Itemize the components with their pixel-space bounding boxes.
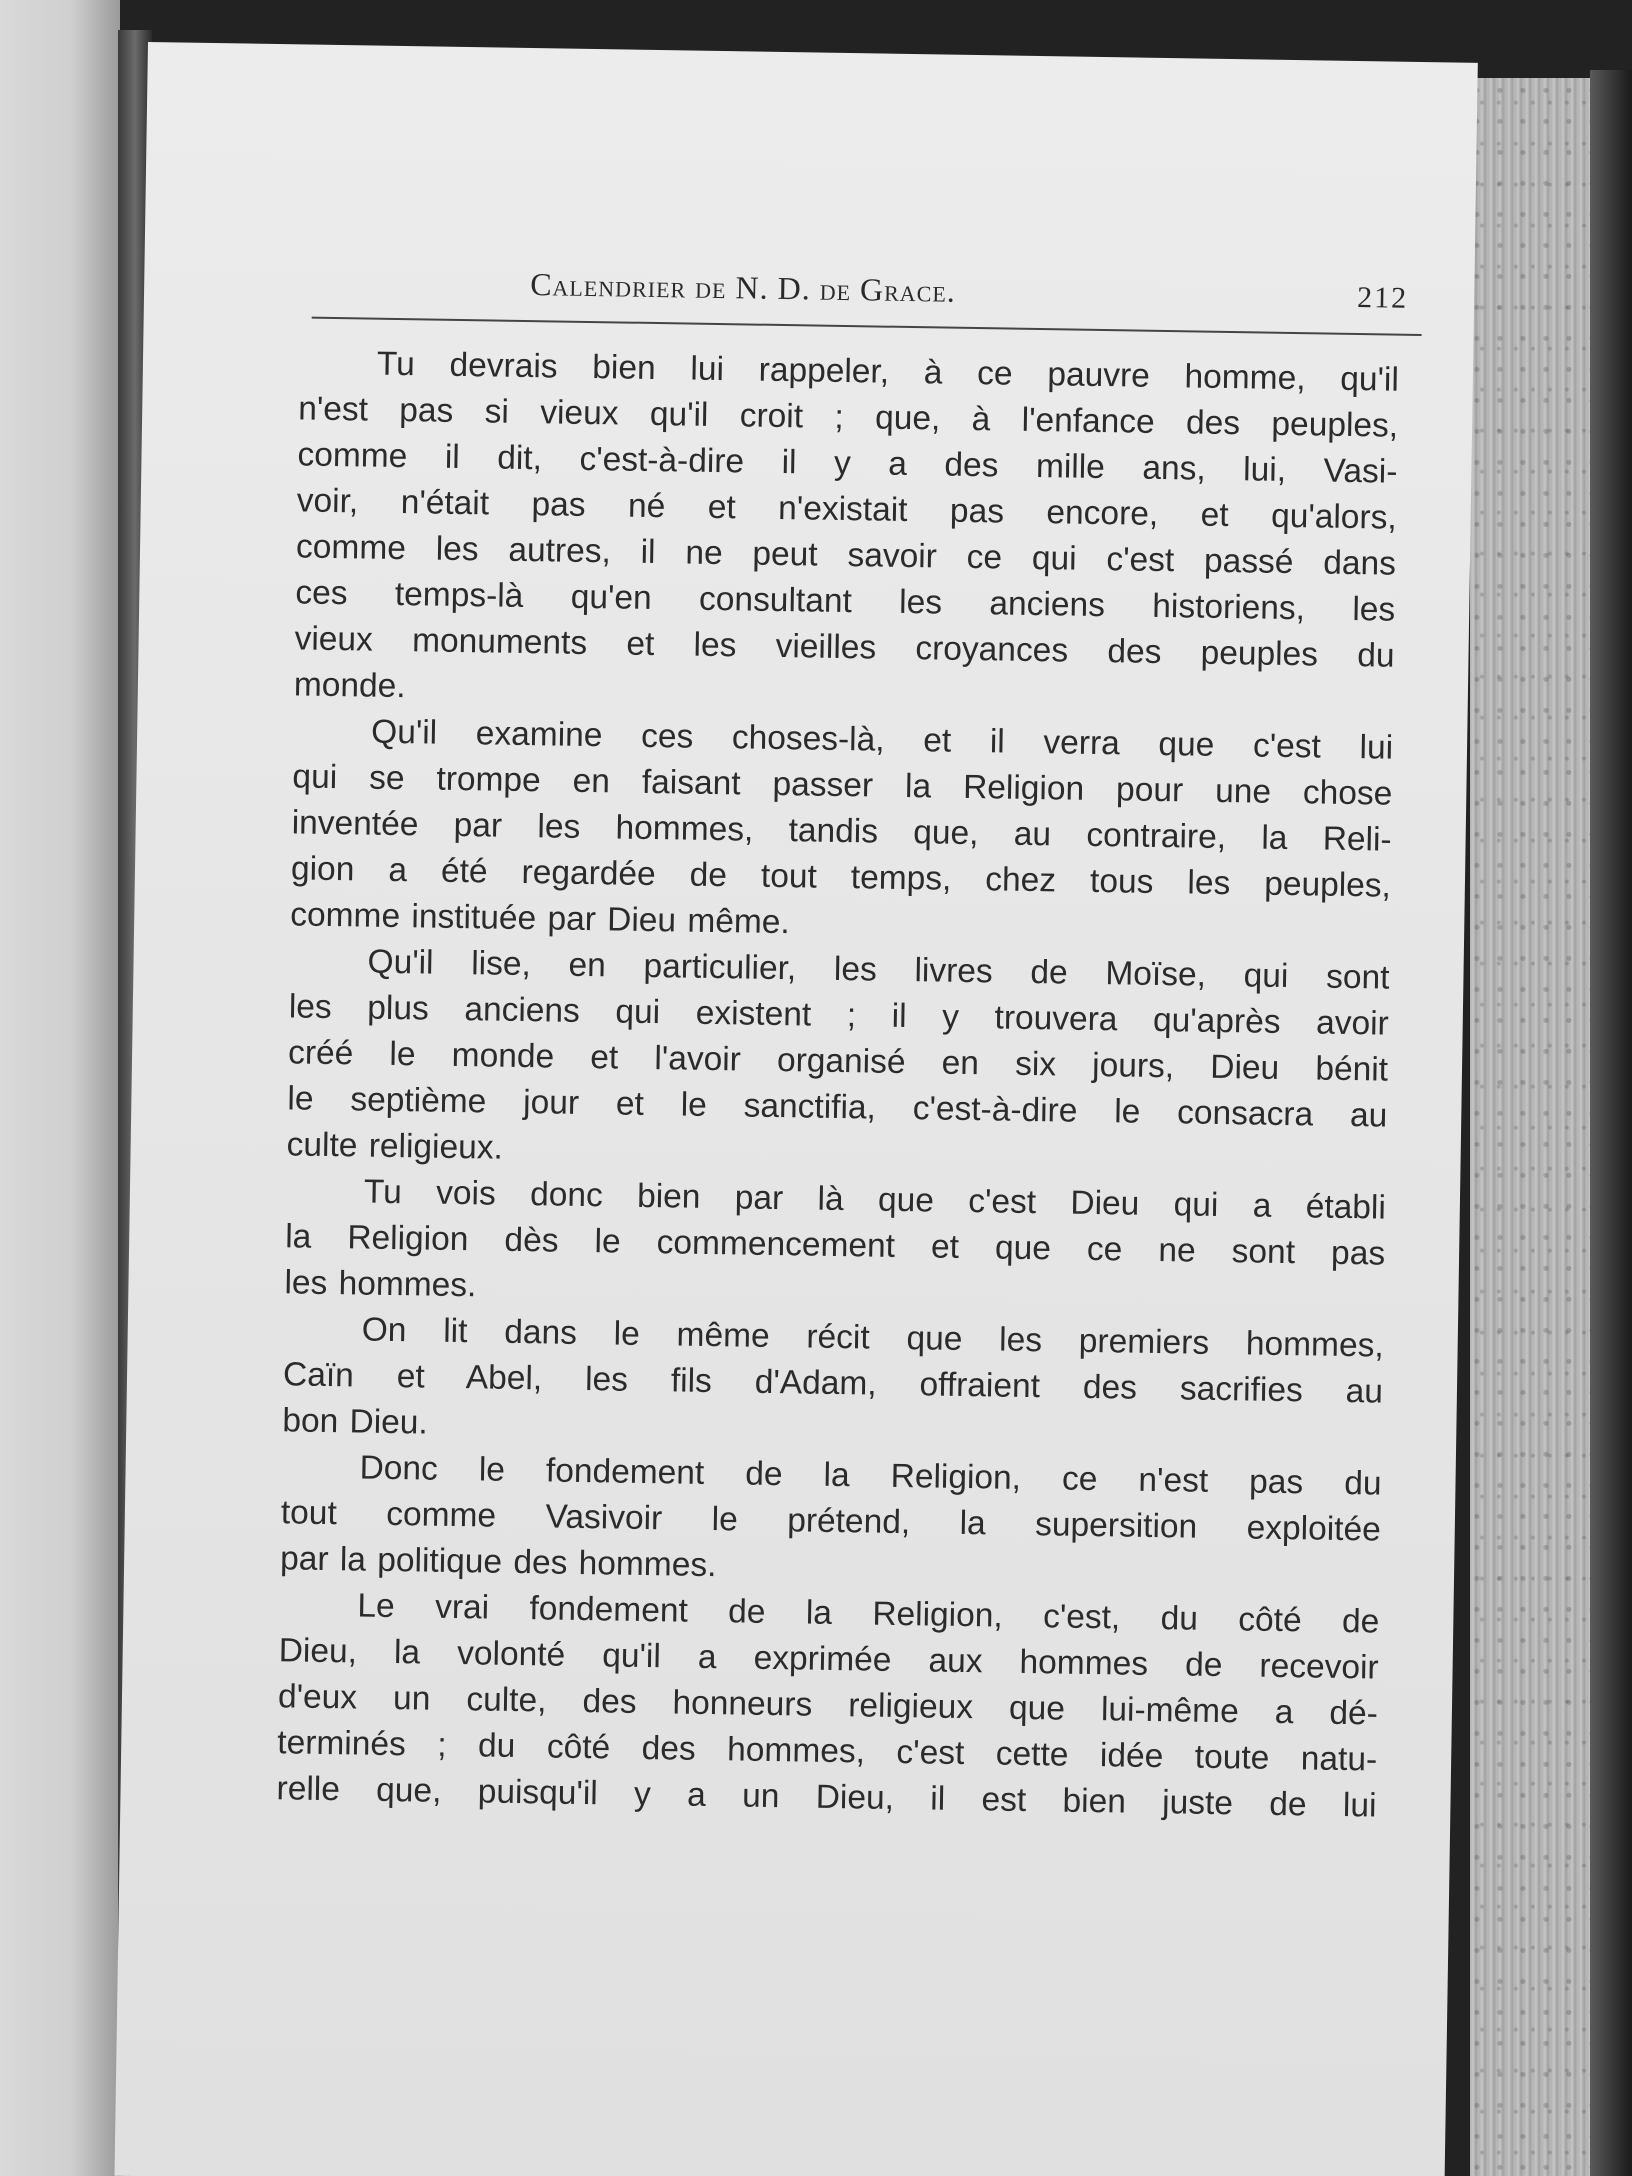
running-header (312, 245, 1423, 326)
text-line: d'eux un culte, des honneurs religieux que lui-même a dé- (277, 1678, 1379, 1733)
text-line: Tu devrais bien lui rappeler, à ce pauvre homme, qu'il (376, 345, 1400, 399)
text-line: Dieu, la volonté qu'il a exprimée aux hommes de recevoir (278, 1632, 1379, 1687)
text-line: n'est pas si vieux qu'il croit ; que, à l'enfance des peuples, (297, 390, 1399, 445)
text-line: culte religieux. (286, 1126, 504, 1167)
text-line: la Religion dès le commencement et que ce ne sont pas (284, 1218, 1386, 1273)
text-line: monde. (293, 666, 406, 706)
paragraph (282, 1306, 1384, 1461)
page-number: 212 (1356, 281, 1409, 315)
text-line: comme il dit, c'est-à-dire il y a des mille ans, lui, Vasi- (297, 436, 1398, 491)
text-line: tout comme Vasivoir le prétend, la supersition exploitée (280, 1494, 1382, 1549)
previous-page-sliver (0, 0, 120, 2176)
text-line: comme les autres, il ne peut savoir ce qui c'est passé dans (295, 528, 1397, 583)
text-line: gion a été regardée de tout temps, chez tous les peuples, (290, 850, 1392, 905)
header-rule (312, 317, 1422, 336)
text-line: On lit dans le même récit que les premiers hommes, (361, 1311, 1384, 1365)
text-line: par la politique des hommes. (279, 1540, 717, 1585)
text-line: voir, n'était pas né et n'existait pas encore, et qu'alors, (296, 482, 1397, 537)
paragraph (290, 708, 1393, 955)
text-line: les plus anciens qui existent ; il y trouvera qu'après avoir (288, 988, 1390, 1043)
page-edges (1470, 78, 1600, 2176)
text-line: Le vrai fondement de la Religion, c'est, du côté de (357, 1587, 1380, 1641)
paragraph (276, 1582, 1379, 1829)
body-text (276, 340, 1399, 1829)
text-line: terminés ; du côté des hommes, c'est cette idée toute natu- (277, 1724, 1378, 1779)
text-line: Qu'il lise, en particulier, les livres de Moïse, qui sont (367, 943, 1390, 997)
text-line: Donc le fondement de la Religion, ce n'est pas du (359, 1449, 1382, 1503)
text-line: ces temps-là qu'en consultant les anciens historiens, les (295, 574, 1396, 629)
running-header-title: Calendrier de N. D. de Grace. (529, 266, 957, 309)
paragraph (284, 1168, 1386, 1323)
paragraph (286, 938, 1389, 1185)
paragraph (294, 340, 1400, 725)
text-line: inventée par les hommes, tandis que, au contraire, la Reli- (291, 804, 1392, 859)
text-line: Qu'il examine ces choses-là, et il verra que c'est lui (370, 713, 1394, 767)
edge-shadow (1590, 70, 1632, 2176)
text-line: le septième jour et le sanctifia, c'est-à-dire le consacra au (287, 1080, 1388, 1135)
paragraph (280, 1444, 1382, 1599)
book-page (114, 42, 1477, 2176)
text-line: les hommes. (284, 1264, 477, 1305)
text-line: vieux monuments et les vieilles croyances des peuples du (294, 620, 1395, 675)
text-line: Tu vois donc bien par là que c'est Dieu qui a établi (363, 1173, 1387, 1227)
text-line: créé le monde et l'avoir organisé en six jours, Dieu bénit (287, 1034, 1389, 1089)
text-line: comme instituée par Dieu même. (290, 896, 791, 942)
text-line: Caïn et Abel, les fils d'Adam, offraient des sacrifies au (282, 1356, 1384, 1411)
text-line: qui se trompe en faisant passer la Religion pour une chose (292, 758, 1393, 813)
text-line: relle que, puisqu'il y a un Dieu, il est bien juste de lui (276, 1770, 1377, 1825)
text-line: bon Dieu. (282, 1402, 429, 1442)
